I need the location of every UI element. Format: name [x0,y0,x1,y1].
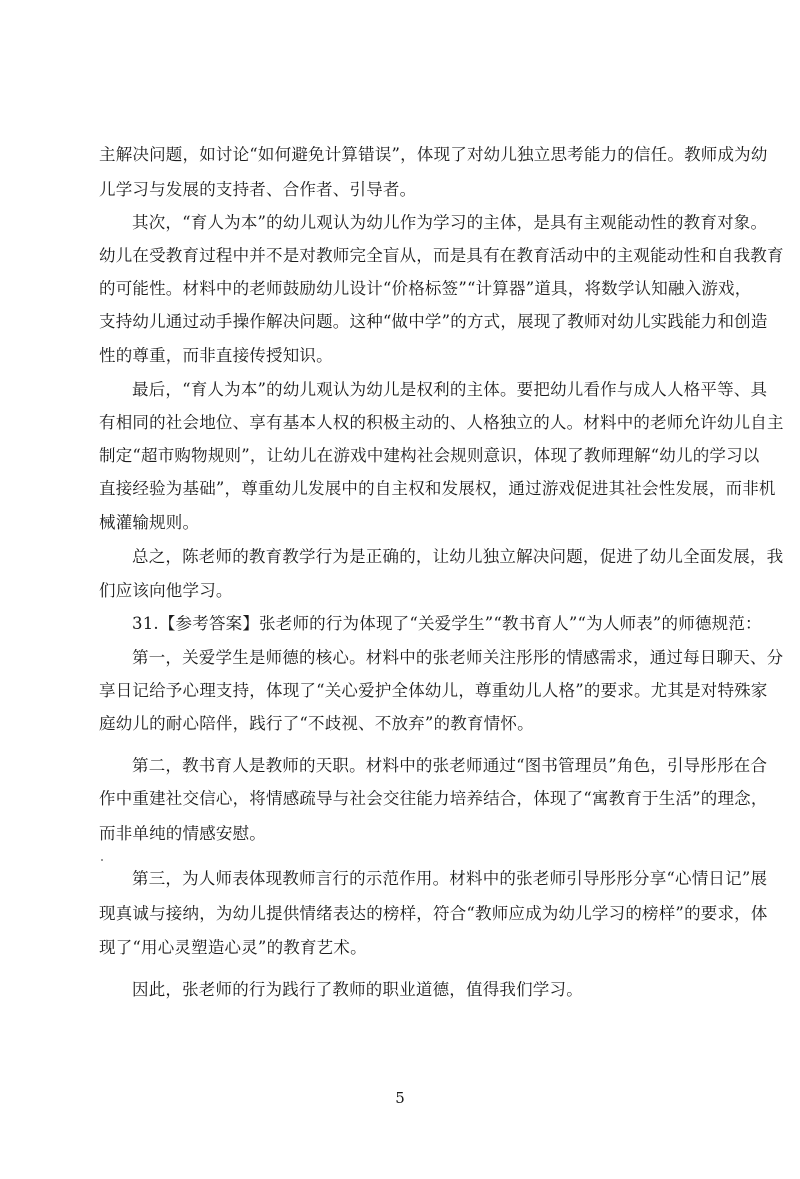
text-line: 直接经验为基础”，尊重幼儿发展中的自主权和发展权，通过游戏促进其社会性发展，而非机 [99,479,776,498]
text-line: 而非单纯的情感安慰。 [99,824,266,843]
text-line: 现了“用心灵塑造心灵”的教育艺术。 [99,938,367,957]
text-line: 幼儿在受教育过程中并不是对教师完全盲从，而是具有在教育活动中的主观能动性和自我教育 [99,246,784,265]
text-line: 第二，教书育人是教师的天职。材料中的张老师通过“图书管理员”角色，引导彤彤在合 [132,756,768,775]
text-line: 享日记给予心理支持，体现了“关心爱护全体幼儿，尊重幼儿人格”的要求。尤其是对特殊家 [99,681,768,700]
text-line: 制定“超市购物规则”，让幼儿在游戏中建构社会规则意识，体现了教师理解“幼儿的学习以 [99,446,760,465]
text-line: 械灌输规则。 [99,513,200,532]
text-line: 第一，关爱学生是师德的核心。材料中的张老师关注彤彤的情感需求，通过每日聊天、分 [132,648,784,667]
text-line: 作中重建社交信心，将情感疏导与社会交往能力培养结合，体现了“寓教育于生活”的理念， [99,789,768,808]
text-line: 现真诚与接纳，为幼儿提供情绪表达的榜样，符合“教师应成为幼儿学习的榜样”的要求，体 [99,904,768,923]
text-line: 支持幼儿通过动手操作解决问题。这种“做中学”的方式，展现了教师对幼儿实践能力和创造 [99,312,768,331]
page-number: 5 [395,1089,405,1107]
text-line: 主解决问题，如讨论“如何避免计算错误”，体现了对幼儿独立思考能力的信任。教师成为幼 [99,145,768,164]
text-line: 31.【参考答案】张老师的行为体现了“关爱学生”“教书育人”“为人师表”的师德规范： [132,614,762,633]
text-line: 性的尊重，而非直接传授知识。 [99,346,333,365]
scan-speck [101,859,103,861]
text-line: 最后，“育人为本”的幼儿观认为幼儿是权利的主体。要把幼儿看作与成人人格平等、具 [132,380,768,399]
text-line: 的可能性。材料中的老师鼓励幼儿设计“价格标签”“计算器”道具，将数学认知融入游戏， [99,279,752,298]
text-line: 总之，陈老师的教育教学行为是正确的，让幼儿独立解决问题，促进了幼儿全面发展，我 [132,547,784,566]
text-line: 第三，为人师表体现教师言行的示范作用。材料中的张老师引导彤彤分享“心情日记”展 [132,869,768,888]
text-line: 庭幼儿的耐心陪伴，践行了“不歧视、不放弃”的教育情怀。 [99,714,534,733]
text-line: 其次，“育人为本”的幼儿观认为幼儿作为学习的主体，是具有主观能动性的教育对象。 [132,213,768,232]
text-line: 有相同的社会地位、享有基本人权的积极主动的、人格独立的人。材料中的老师允许幼儿自主 [99,413,784,432]
text-line: 儿学习与发展的支持者、合作者、引导者。 [99,180,417,199]
text-line: 因此，张老师的行为践行了教师的职业道德，值得我们学习。 [132,980,583,999]
text-line: 们应该向他学习。 [99,581,233,600]
